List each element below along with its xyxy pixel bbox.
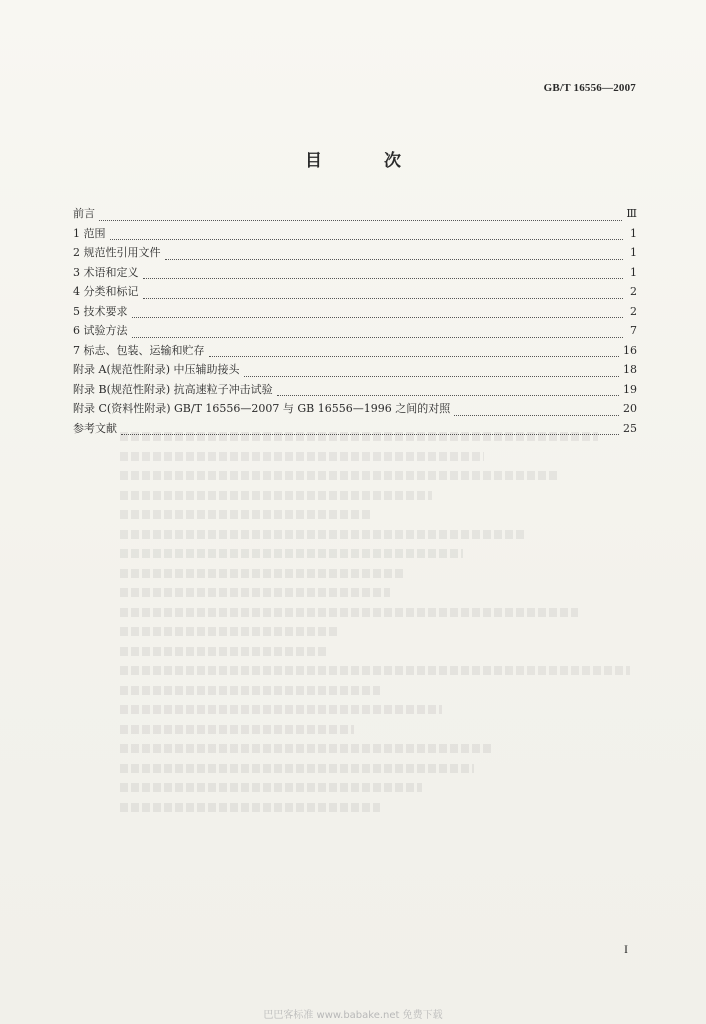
toc-label: 附录 A(规范性附录) 中压辅助接头 bbox=[73, 363, 240, 376]
toc-entry-annex-b[interactable] bbox=[73, 380, 637, 400]
table-of-contents bbox=[73, 204, 637, 438]
watermark-text: 巴巴客标准 www.babake.net 免费下载 bbox=[263, 1010, 443, 1021]
toc-entry-terms-definitions[interactable] bbox=[73, 263, 637, 283]
toc-entry-annex-a[interactable] bbox=[73, 360, 637, 380]
toc-page-number: 20 bbox=[623, 402, 637, 415]
toc-page-number: 19 bbox=[623, 382, 637, 396]
toc-page-number: 1 bbox=[630, 226, 637, 240]
toc-page-number: 2 bbox=[630, 285, 637, 298]
toc-entry-test-methods[interactable] bbox=[73, 321, 637, 341]
toc-leader bbox=[132, 317, 624, 318]
toc-entry-technical-requirements[interactable] bbox=[73, 302, 637, 322]
toc-page-number: 7 bbox=[630, 324, 637, 337]
toc-page-number: 18 bbox=[623, 363, 637, 376]
toc-label: 2 规范性引用文件 bbox=[73, 246, 161, 259]
toc-leader bbox=[99, 220, 622, 221]
toc-leader bbox=[244, 376, 619, 377]
page-number: I bbox=[624, 942, 628, 956]
toc-leader bbox=[454, 415, 619, 416]
toc-page-number: Ⅲ bbox=[626, 207, 637, 220]
toc-page-number: 1 bbox=[630, 265, 637, 279]
toc-page-number: 16 bbox=[623, 343, 637, 357]
toc-label: 附录 B(规范性附录) 抗高速粒子冲击试验 bbox=[73, 382, 273, 396]
page-title: 目 次 bbox=[305, 151, 429, 171]
toc-leader bbox=[209, 356, 620, 357]
toc-label: 6 试验方法 bbox=[73, 324, 128, 337]
toc-label: 4 分类和标记 bbox=[73, 285, 139, 298]
toc-label: 参考文献 bbox=[73, 421, 117, 435]
toc-label: 前言 bbox=[73, 207, 95, 220]
toc-label: 附录 C(资料性附录) GB/T 16556—2007 与 GB 16556—1996 之间的对照 bbox=[73, 402, 451, 415]
toc-entry-marking-packaging[interactable] bbox=[73, 341, 637, 361]
toc-label: 1 范围 bbox=[73, 226, 106, 240]
toc-page-number: 25 bbox=[623, 421, 637, 435]
toc-page-number: 2 bbox=[630, 304, 637, 318]
toc-leader bbox=[143, 278, 624, 279]
toc-label: 7 标志、包装、运输和贮存 bbox=[73, 343, 205, 357]
toc-leader bbox=[277, 395, 619, 396]
toc-label: 5 技术要求 bbox=[73, 304, 128, 318]
toc-entry-annex-c[interactable] bbox=[73, 399, 637, 419]
toc-label: 3 术语和定义 bbox=[73, 265, 139, 279]
show-through-text bbox=[120, 432, 640, 822]
toc-leader bbox=[110, 239, 624, 240]
standard-code: GB/T 16556—2007 bbox=[543, 82, 636, 94]
toc-leader bbox=[132, 337, 624, 338]
toc-entry-scope[interactable] bbox=[73, 224, 637, 244]
toc-leader bbox=[165, 259, 624, 260]
toc-page-number: 1 bbox=[630, 246, 637, 259]
toc-entry-foreword[interactable] bbox=[73, 204, 637, 224]
toc-entry-normative-references[interactable] bbox=[73, 243, 637, 263]
toc-leader bbox=[143, 298, 624, 299]
toc-entry-classification[interactable] bbox=[73, 282, 637, 302]
